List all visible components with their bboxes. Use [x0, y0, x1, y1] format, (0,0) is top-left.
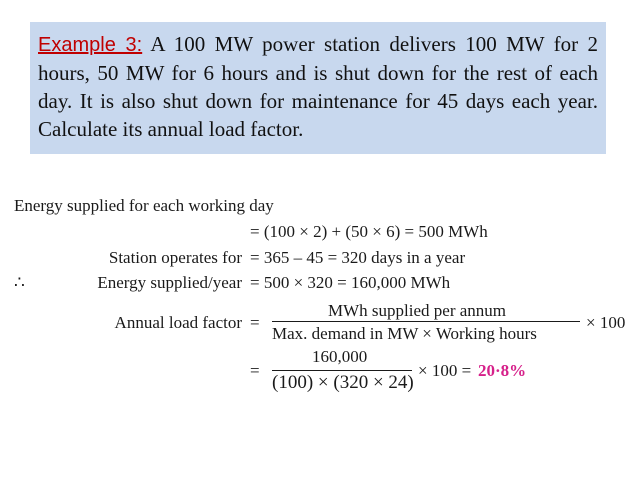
calculation-fraction-bar: [272, 370, 412, 371]
result-value: 20·8%: [478, 361, 527, 380]
calculation-equals: =: [250, 361, 260, 380]
energy-per-day-equation: = (100 × 2) + (50 × 6) = 500 MWh: [250, 222, 488, 241]
operating-days-equation: = 365 – 45 = 320 days in a year: [250, 248, 466, 267]
load-factor-multiplier: × 100: [586, 313, 626, 332]
load-factor-label: Annual load factor: [114, 313, 242, 332]
load-factor-numerator: MWh supplied per annum: [328, 301, 506, 320]
load-factor-equals: =: [250, 313, 260, 332]
energy-per-day-heading: Energy supplied for each working day: [14, 196, 274, 215]
calculation-multiplier: × 100 =: [418, 361, 472, 380]
energy-per-year-label: Energy supplied/year: [97, 273, 242, 292]
load-factor-fraction-bar: [272, 321, 580, 322]
calculation-numerator: 160,000: [312, 347, 368, 366]
operating-days-label: Station operates for: [108, 248, 242, 267]
energy-per-year-equation: = 500 × 320 = 160,000 MWh: [250, 273, 451, 292]
problem-body: A 100 MW power station delivers 100 MW for 2 hours, 50 MW for 6 hours and is shut down for the rest of each day. It is also shut down for maintenance for 45 days each year. Calculate its annual load factor.: [38, 32, 598, 141]
calculation-denominator: (100) × (320 × 24): [272, 372, 414, 393]
example-label: Example 3:: [38, 34, 143, 56]
therefore-symbol: ∴: [14, 273, 25, 292]
load-factor-denominator: Max. demand in MW × Working hours: [272, 324, 537, 343]
